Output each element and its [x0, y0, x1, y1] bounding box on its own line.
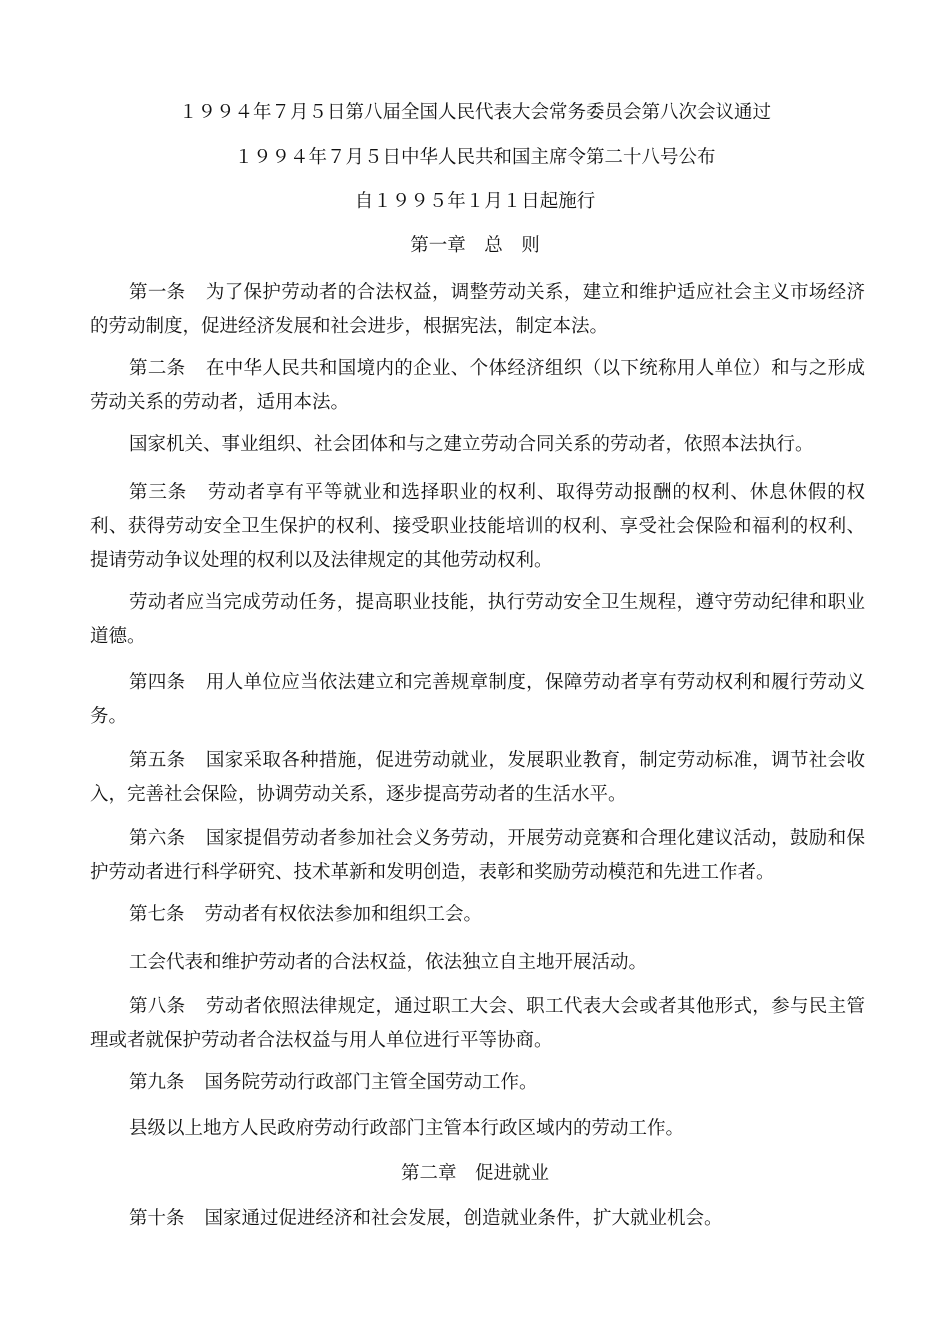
- article-4-paragraph: [90, 666, 865, 734]
- article-text: 劳动者依照法律规定，通过职工大会、职工代表大会或者其他形式，参与民主管理或者就保护劳动者合法权益与用人单位进行平等协商。: [90, 996, 865, 1051]
- article-8-paragraph: [90, 990, 865, 1058]
- article-text: 国家采取各种措施，促进劳动就业，发展职业教育，制定劳动标准，调节社会收入，完善社会保险，协调劳动关系，逐步提高劳动者的生活水平。: [90, 750, 865, 805]
- article-text: 劳动者享有平等就业和选择职业的权利、取得劳动报酬的权利、休息休假的权利、获得劳动安全卫生保护的权利、接受职业技能培训的权利、享受社会保险和福利的权利、提请劳动争议处理的权利以及法律规定的其他劳动权利。: [90, 482, 865, 571]
- article-text: 国家通过促进经济和社会发展，创造就业条件，扩大就业机会。: [204, 1208, 723, 1229]
- article-number: 第四条: [129, 672, 186, 693]
- paragraph-text: 国家机关、事业组织、社会团体和与之建立劳动合同关系的劳动者，依照本法执行。: [129, 434, 814, 455]
- paragraph-text: 县级以上地方人民政府劳动行政部门主管本行政区域内的劳动工作。: [129, 1118, 685, 1139]
- paragraph: [90, 586, 865, 654]
- promulgation-line: １９９４年７月５日中华人民共和国主席令第二十八号公布: [234, 147, 716, 168]
- article-number: 第一条: [129, 282, 186, 303]
- article-2-paragraph: [90, 352, 865, 420]
- article-3-paragraph: [90, 476, 865, 578]
- paragraph: [90, 428, 865, 462]
- article-text: 国家提倡劳动者参加社会义务劳动，开展劳动竞赛和合理化建议活动，鼓励和保护劳动者进行科学研究、技术革新和发明创造，表彰和奖励劳动模范和先进工作者。: [90, 828, 865, 883]
- article-number: 第六条: [129, 828, 186, 849]
- article-text: 为了保护劳动者的合法权益，调整劳动关系，建立和维护适应社会主义市场经济的劳动制度，促进经济发展和社会进步，根据宪法，制定本法。: [90, 282, 865, 337]
- article-number: 第八条: [129, 996, 186, 1017]
- chapter-1-title: 第一章 总 则: [410, 235, 540, 256]
- article-10-paragraph: [90, 1202, 865, 1236]
- article-6-paragraph: [90, 822, 865, 890]
- article-text: 国务院劳动行政部门主管全国劳动工作。: [204, 1072, 538, 1093]
- chapter-2-title: 第二章 促进就业: [400, 1163, 549, 1184]
- article-text: 劳动者有权依法参加和组织工会。: [204, 904, 483, 925]
- adoption-line: １９９４年７月５日第八届全国人民代表大会常务委员会第八次会议通过: [178, 102, 771, 123]
- article-1-paragraph: [90, 276, 865, 344]
- article-9-paragraph: [90, 1066, 865, 1100]
- article-7-paragraph: [90, 898, 865, 932]
- paragraph: [90, 946, 865, 980]
- article-number: 第五条: [129, 750, 186, 771]
- article-number: 第九条: [129, 1072, 185, 1093]
- paragraph-text: 工会代表和维护劳动者的合法权益，依法独立自主地开展活动。: [129, 952, 648, 973]
- paragraph: [90, 1112, 865, 1146]
- article-number: 第二条: [129, 358, 186, 379]
- article-number: 第三条: [129, 482, 188, 503]
- article-text: 在中华人民共和国境内的企业、个体经济组织（以下统称用人单位）和与之形成劳动关系的劳动者，适用本法。: [90, 358, 865, 413]
- paragraph-text: 劳动者应当完成劳动任务，提高职业技能，执行劳动安全卫生规程，遵守劳动纪律和职业道德。: [90, 592, 865, 647]
- article-number: 第十条: [129, 1208, 185, 1229]
- article-text: 用人单位应当依法建立和完善规章制度，保障劳动者享有劳动权利和履行劳动义务。: [90, 672, 865, 727]
- article-number: 第七条: [129, 904, 185, 925]
- article-5-paragraph: [90, 744, 865, 812]
- effective-date-line: 自１９９５年１月１日起施行: [354, 191, 596, 212]
